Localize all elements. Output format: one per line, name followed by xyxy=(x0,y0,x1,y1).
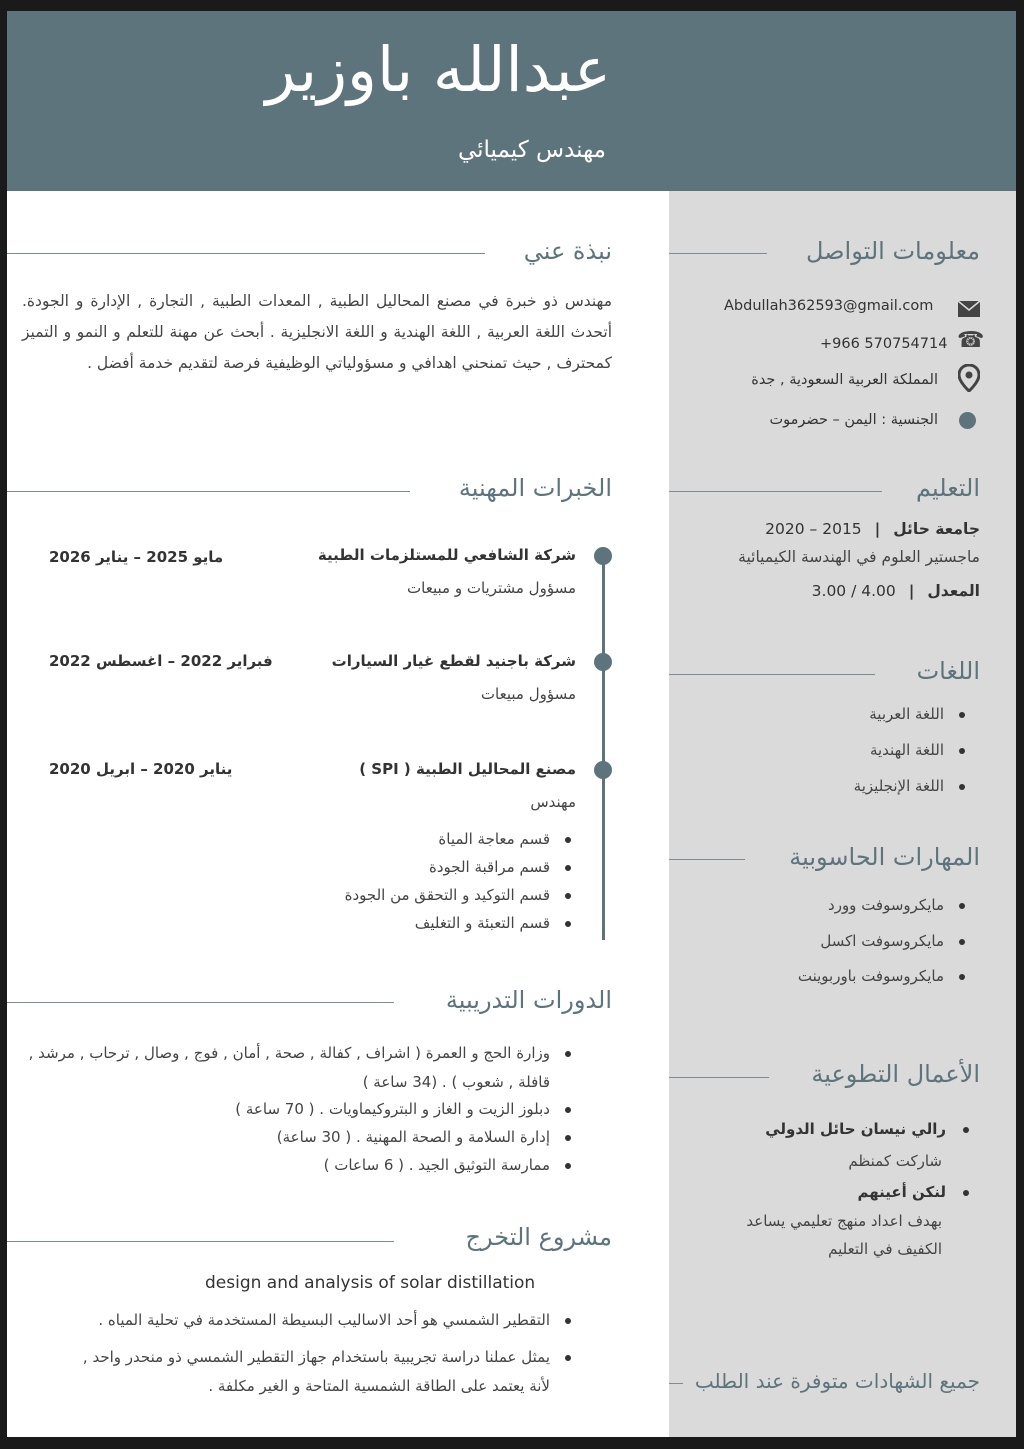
university-name: جامعة حائل xyxy=(893,520,980,538)
about-heading: نبذة عني xyxy=(523,237,612,265)
bullet xyxy=(565,921,571,927)
job-title: مهندس كيميائي xyxy=(457,137,606,163)
bullet xyxy=(565,1107,571,1113)
header-banner xyxy=(7,11,1016,191)
bullet xyxy=(959,712,965,718)
bullet xyxy=(959,903,965,909)
bullet xyxy=(565,1051,571,1057)
bullet xyxy=(963,1127,969,1133)
job-role: مهندس xyxy=(530,793,576,811)
volunteer-desc: شاركت كمنظم xyxy=(848,1152,942,1170)
volunteer-title: لنكن أعينهم xyxy=(857,1183,946,1201)
timeline-dot xyxy=(594,653,612,671)
language-item: اللغة الهندية xyxy=(869,741,944,759)
project-heading: مشروع التخرج xyxy=(465,1223,612,1251)
experience-heading: الخبرات المهنية xyxy=(458,474,612,502)
experience-divider xyxy=(7,491,410,492)
project-title: design and analysis of solar distillation xyxy=(205,1273,536,1293)
phone-icon: ☎ xyxy=(957,328,985,353)
job-company: مصنع المحاليل الطبية ( SPI ) xyxy=(359,760,576,778)
training-item-cont: قافلة , شعوب ) . (34 ساعة ) xyxy=(362,1073,550,1091)
volunteer-desc: بهدف اعداد منهج تعليمي يساعد xyxy=(746,1212,942,1230)
skill-item: مايكروسوفت باوربوينت xyxy=(797,967,944,985)
resume-page xyxy=(7,11,1016,1437)
footer-divider xyxy=(669,1383,683,1384)
volunteer-divider xyxy=(669,1077,769,1078)
task-item: قسم التوكيد و التحقق من الجودة xyxy=(344,886,550,904)
certificates-note: جميع الشهادات متوفرة عند الطلب xyxy=(694,1369,980,1393)
task-item: قسم مراقبة الجودة xyxy=(429,858,550,876)
timeline-dot xyxy=(594,547,612,565)
volunteer-title: رالي نيسان حائل الدولي xyxy=(765,1120,946,1138)
phone-text: +966 570754714 xyxy=(820,336,948,352)
gpa-label: المعدل xyxy=(927,582,980,600)
training-divider xyxy=(7,1002,394,1003)
about-divider xyxy=(7,253,485,254)
experience-timeline xyxy=(602,556,605,940)
education-heading: التعليم xyxy=(916,474,980,502)
job-dates: فبراير 2022 – اغسطس 2022 xyxy=(49,652,273,670)
bullet xyxy=(959,748,965,754)
job-role: مسؤول مبيعات xyxy=(480,685,576,703)
training-item: إدارة السلامة و الصحة المهنية . ( 30 ساعة) xyxy=(276,1128,550,1146)
bullet xyxy=(959,939,965,945)
project-point: يمثل عملنا دراسة تجريبية باستخدام جهاز التقطير الشمسي ذو منحدر واحد , xyxy=(82,1348,550,1366)
location-pin-icon xyxy=(958,364,980,392)
task-item: قسم التعبئة و التغليف xyxy=(414,914,550,932)
gpa-value: 3.00 / 4.00 xyxy=(811,582,896,600)
skill-item: مايكروسوفت اكسل xyxy=(820,932,944,950)
about-text: مهندس ذو خبرة في مصنع المحاليل الطبية , المعدات الطبية , التجارة , الإدارة و الجودة. أتحدث اللغة العربية , اللغة الهندية و اللغة الانجليزية . أبحث عن مهنة للتعلم و النمو و التميز كمحترف , حيث تمنحني اهدافي و مسؤولياتي الوظيفية فرصة لتقديم خدمة أفضل . xyxy=(22,292,612,372)
nationality-text: الجنسية : اليمن – حضرموت xyxy=(769,412,938,428)
bullet xyxy=(959,784,965,790)
skill-item: مايكروسوفت وورد xyxy=(828,896,944,914)
job-dates: مايو 2025 – يناير 2026 xyxy=(49,548,224,566)
languages-heading: اللغات xyxy=(916,657,980,685)
task-item: قسم معاجة المياة xyxy=(438,830,550,848)
bullet xyxy=(963,1190,969,1196)
project-divider xyxy=(7,1241,394,1242)
circle-icon xyxy=(959,412,976,429)
location-text: المملكة العربية السعودية , جدة xyxy=(751,372,938,388)
language-item: اللغة الإنجليزية xyxy=(853,777,944,795)
volunteer-desc-cont: الكفيف في التعليم xyxy=(828,1240,942,1258)
bullet xyxy=(565,1163,571,1169)
envelope-icon xyxy=(958,301,980,317)
skills-heading: المهارات الحاسوبية xyxy=(789,843,980,871)
bullet xyxy=(565,1355,571,1361)
email-text: Abdullah362593@gmail.com xyxy=(724,298,934,314)
bullet xyxy=(565,837,571,843)
bullet xyxy=(959,974,965,980)
degree-text: ماجستير العلوم في الهندسة الكيميائية xyxy=(738,548,980,566)
training-item: دبلوز الزيت و الغاز و البتروكيماويات . ( 70 ساعة ) xyxy=(235,1100,550,1118)
job-dates: يناير 2020 – ابريل 2020 xyxy=(49,760,233,778)
language-item: اللغة العربية xyxy=(869,705,944,723)
volunteer-heading: الأعمال التطوعية xyxy=(811,1060,980,1088)
education-divider xyxy=(669,491,882,492)
education-line-gpa xyxy=(812,582,980,600)
training-heading: الدورات التدريبية xyxy=(445,986,612,1014)
education-line-1 xyxy=(765,520,980,538)
bullet xyxy=(565,1135,571,1141)
education-years: 2015 – 2020 xyxy=(765,520,862,538)
job-company: شركة باجنيد لقطع غيار السيارات xyxy=(331,652,576,670)
candidate-name: عبدالله باوزير xyxy=(265,33,611,106)
contact-heading: معلومات التواصل xyxy=(805,237,980,265)
training-item: ممارسة التوثيق الجيد . ( 6 ساعات ) xyxy=(323,1156,550,1174)
project-point: التقطير الشمسي هو أحد الاساليب البسيطة المستخدمة في تحلية المياه . xyxy=(98,1311,550,1329)
bullet xyxy=(565,865,571,871)
languages-divider xyxy=(669,674,875,675)
bullet xyxy=(565,1318,571,1324)
training-item: وزارة الحج و العمرة ( اشراف , كفالة , صحة , أمان , فوج , وصال , ترحاب , مرشد , xyxy=(28,1044,550,1062)
separator: | xyxy=(874,520,881,538)
skills-divider xyxy=(669,859,745,860)
job-role: مسؤول مشتريات و مبيعات xyxy=(407,579,576,597)
bullet xyxy=(565,893,571,899)
separator: | xyxy=(908,582,915,600)
timeline-dot xyxy=(594,761,612,779)
job-company: شركة الشافعي للمستلزمات الطبية xyxy=(317,546,576,564)
contact-divider xyxy=(669,253,767,254)
project-point-cont: لأنة يعتمد على الطاقة الشمسية المتاحة و الغير مكلفة . xyxy=(208,1377,550,1395)
